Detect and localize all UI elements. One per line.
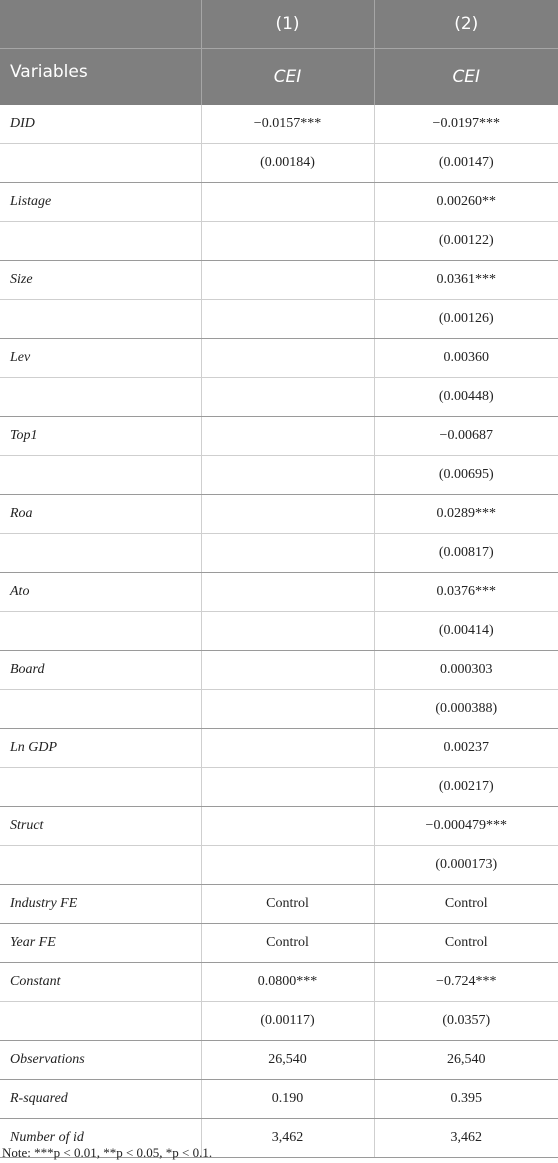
model-2-value-cell: −0.00687 xyxy=(374,417,558,456)
model-1-value-cell: (0.00184) xyxy=(201,144,374,183)
model-1-value-cell: 0.190 xyxy=(201,1080,374,1119)
model-1-value-cell xyxy=(201,300,374,339)
model-2-value-cell: (0.00126) xyxy=(374,300,558,339)
variable-name-cell xyxy=(0,690,201,729)
table-row xyxy=(0,222,558,261)
variable-name-cell: Roa xyxy=(0,495,201,534)
table-row xyxy=(0,417,558,456)
table-row xyxy=(0,456,558,495)
variable-name-cell: Ln GDP xyxy=(0,729,201,768)
model-2-value-cell: −0.724*** xyxy=(374,963,558,1002)
model-1-value-cell xyxy=(201,339,374,378)
model-1-value-cell: 26,540 xyxy=(201,1041,374,1080)
variable-name-cell xyxy=(0,456,201,495)
table-row xyxy=(0,378,558,417)
model-1-value-cell xyxy=(201,573,374,612)
model-1-value-cell: 0.0800*** xyxy=(201,963,374,1002)
table-row xyxy=(0,690,558,729)
variable-name-cell: Struct xyxy=(0,807,201,846)
model-2-value-cell: (0.000173) xyxy=(374,846,558,885)
model-2-value-cell: 0.00360 xyxy=(374,339,558,378)
header-dependent-var-2: CEI xyxy=(374,49,558,106)
model-1-value-cell xyxy=(201,222,374,261)
table-header xyxy=(0,0,558,105)
model-2-value-cell: (0.0357) xyxy=(374,1002,558,1041)
variable-name-cell: Listage xyxy=(0,183,201,222)
table-row xyxy=(0,261,558,300)
model-2-value-cell: (0.00695) xyxy=(374,456,558,495)
header-model-2: (2) xyxy=(374,0,558,49)
model-1-value-cell: 3,462 xyxy=(201,1119,374,1158)
variable-name-cell xyxy=(0,1002,201,1041)
model-2-value-cell: Control xyxy=(374,924,558,963)
table-note: Note: ***p < 0.01, **p < 0.05, *p < 0.1. xyxy=(2,1145,213,1160)
variable-name-cell: Observations xyxy=(0,1041,201,1080)
table-row xyxy=(0,651,558,690)
header-row-model-numbers xyxy=(0,0,558,49)
header-model-1: (1) xyxy=(201,0,374,49)
model-1-value-cell xyxy=(201,183,374,222)
header-dependent-var-1: CEI xyxy=(201,49,374,106)
variable-name-cell: Size xyxy=(0,261,201,300)
table-row xyxy=(0,924,558,963)
variable-name-cell xyxy=(0,534,201,573)
model-1-value-cell: −0.0157*** xyxy=(201,105,374,144)
variable-name-cell xyxy=(0,222,201,261)
model-2-value-cell: (0.00414) xyxy=(374,612,558,651)
table-row xyxy=(0,534,558,573)
model-1-value-cell xyxy=(201,495,374,534)
variable-name-cell: Top1 xyxy=(0,417,201,456)
table-body xyxy=(0,105,558,1158)
table-row xyxy=(0,300,558,339)
variable-name-cell xyxy=(0,846,201,885)
model-2-value-cell: −0.0197*** xyxy=(374,105,558,144)
model-2-value-cell: (0.00817) xyxy=(374,534,558,573)
model-2-value-cell: (0.00147) xyxy=(374,144,558,183)
table-row xyxy=(0,105,558,144)
model-1-value-cell xyxy=(201,456,374,495)
table-row xyxy=(0,573,558,612)
table-row xyxy=(0,963,558,1002)
variable-name-cell: R-squared xyxy=(0,1080,201,1119)
table-row xyxy=(0,1041,558,1080)
variable-name-cell xyxy=(0,144,201,183)
model-1-value-cell xyxy=(201,807,374,846)
model-2-value-cell: 26,540 xyxy=(374,1041,558,1080)
variable-name-cell: Ato xyxy=(0,573,201,612)
table-row xyxy=(0,1002,558,1041)
model-1-value-cell xyxy=(201,846,374,885)
model-1-value-cell xyxy=(201,534,374,573)
model-2-value-cell: 0.0376*** xyxy=(374,573,558,612)
variable-name-cell xyxy=(0,300,201,339)
model-2-value-cell: 0.00237 xyxy=(374,729,558,768)
variable-name-cell: Board xyxy=(0,651,201,690)
table-row xyxy=(0,885,558,924)
model-2-value-cell: −0.000479*** xyxy=(374,807,558,846)
header-variables: Variables xyxy=(0,49,201,106)
model-2-value-cell: 0.0361*** xyxy=(374,261,558,300)
table-row xyxy=(0,768,558,807)
model-2-value-cell: 0.00260** xyxy=(374,183,558,222)
model-2-value-cell: 0.0289*** xyxy=(374,495,558,534)
model-1-value-cell xyxy=(201,768,374,807)
model-2-value-cell: 0.000303 xyxy=(374,651,558,690)
model-1-value-cell: (0.00117) xyxy=(201,1002,374,1041)
header-row-dependent-variables xyxy=(0,49,558,106)
model-2-value-cell: (0.00448) xyxy=(374,378,558,417)
table-row xyxy=(0,846,558,885)
model-2-value-cell: (0.00122) xyxy=(374,222,558,261)
model-1-value-cell xyxy=(201,729,374,768)
table-row xyxy=(0,183,558,222)
model-1-value-cell: Control xyxy=(201,885,374,924)
table-row xyxy=(0,807,558,846)
model-2-value-cell: (0.000388) xyxy=(374,690,558,729)
variable-name-cell xyxy=(0,378,201,417)
model-1-value-cell: Control xyxy=(201,924,374,963)
table-row xyxy=(0,1080,558,1119)
variable-name-cell: Industry FE xyxy=(0,885,201,924)
variable-name-cell xyxy=(0,612,201,651)
model-2-value-cell: 3,462 xyxy=(374,1119,558,1158)
model-1-value-cell xyxy=(201,378,374,417)
model-1-value-cell xyxy=(201,651,374,690)
header-empty-cell xyxy=(0,0,201,49)
model-1-value-cell xyxy=(201,417,374,456)
model-2-value-cell: Control xyxy=(374,885,558,924)
variable-name-cell xyxy=(0,768,201,807)
model-2-value-cell: (0.00217) xyxy=(374,768,558,807)
table-row xyxy=(0,144,558,183)
model-1-value-cell xyxy=(201,690,374,729)
model-2-value-cell: 0.395 xyxy=(374,1080,558,1119)
variable-name-cell: Year FE xyxy=(0,924,201,963)
table-row xyxy=(0,612,558,651)
variable-name-cell: DID xyxy=(0,105,201,144)
model-1-value-cell xyxy=(201,261,374,300)
variable-name-cell: Constant xyxy=(0,963,201,1002)
table-row xyxy=(0,729,558,768)
variable-name-cell: Lev xyxy=(0,339,201,378)
variable-name-cell: Number of id xyxy=(0,1119,201,1158)
table-row xyxy=(0,495,558,534)
table-row xyxy=(0,339,558,378)
model-1-value-cell xyxy=(201,612,374,651)
